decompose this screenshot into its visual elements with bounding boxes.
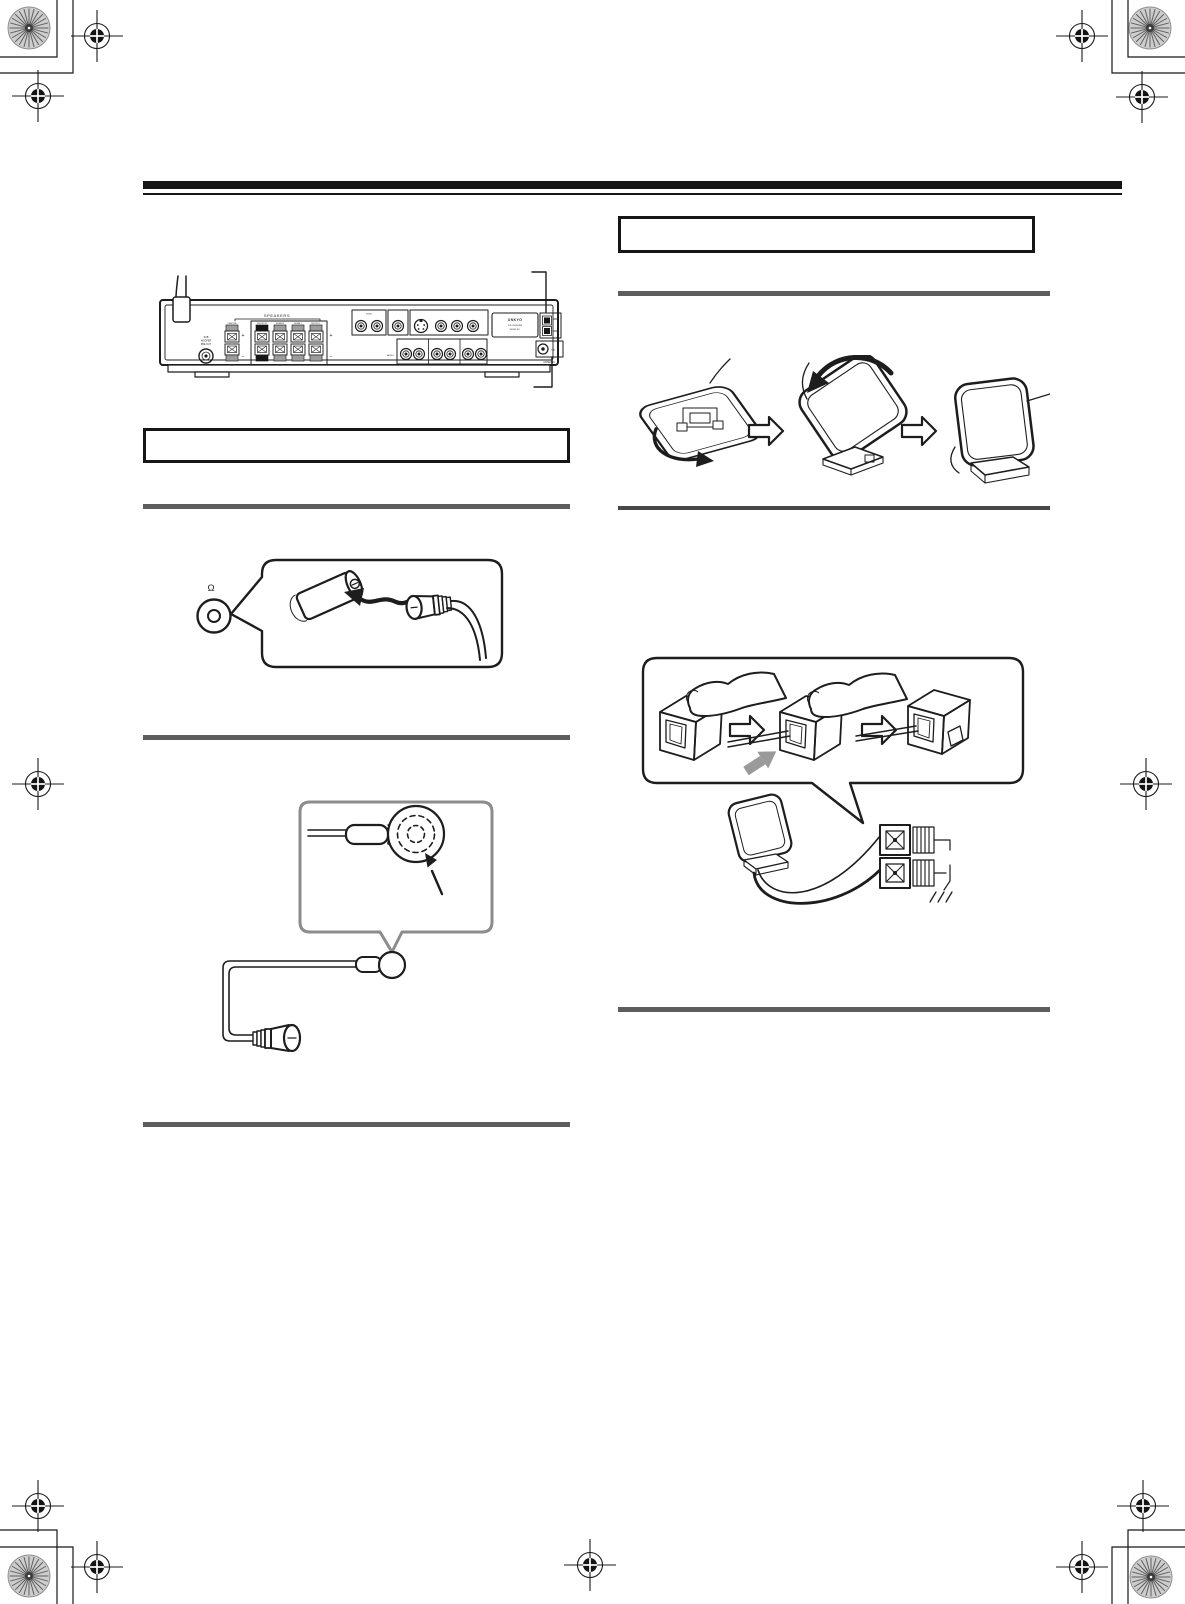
fm-wire-antenna-figure [140,790,580,1080]
ground-symbol-icon [930,892,952,902]
section-rule [618,291,1050,296]
header-bar [143,181,1122,189]
power-cord [173,276,190,322]
left-heading-box [143,428,570,463]
right-heading-box [618,216,1035,253]
svg-text:SURR R: SURR R [275,323,285,325]
fm-jack-figure [140,530,580,690]
svg-text:MODEL NO.: MODEL NO. [509,329,521,331]
am-push-terminals [880,825,952,902]
svg-text:−: − [329,354,333,360]
header-thin-rule [143,193,1122,195]
step-arrow-icon [902,417,936,445]
coax-plug [405,592,452,620]
step-arrow-icon [730,716,764,744]
antenna-wire [754,870,880,903]
svg-text:ANTENNA: ANTENNA [543,361,555,364]
svg-text:+: + [241,333,245,339]
section-rule [143,1122,570,1127]
svg-text:AUDIO: AUDIO [387,355,394,357]
assembly-step-2 [794,355,912,475]
section-rule [618,506,1050,510]
receiver-chassis [160,300,558,377]
am-loop-antenna [727,792,794,875]
svg-text:PRE OUT: PRE OUT [200,343,212,346]
assembly-step-3 [951,377,1050,483]
terminal-step-1 [660,672,786,760]
coax-plug [253,1025,300,1051]
assembly-step-1 [635,359,765,467]
svg-text:+: + [329,333,333,339]
svg-text:75Ω: 75Ω [551,349,556,352]
svg-text:FRONT R: FRONT R [257,323,267,325]
section-rule [618,1007,1050,1012]
am-antenna-assembly-figure [618,355,1050,500]
push-arrow-icon [741,743,782,779]
svg-text:SPEAKERS: SPEAKERS [263,313,291,318]
insert-arrow [344,588,410,606]
svg-text:ONKYO: ONKYO [507,318,523,322]
fm-coax-jack [198,600,231,633]
ohm-symbol: Ω [207,583,215,594]
svg-text:DVD RECEIVER: DVD RECEIVER [507,325,523,327]
wire-antenna [223,952,405,1051]
svg-text:SURR L: SURR L [293,323,303,325]
section-rule [143,735,570,740]
am-terminal-connection-figure [618,640,1050,920]
svg-text:−: − [241,354,245,360]
svg-text:FRONT L: FRONT L [311,323,321,325]
svg-text:CENTER: CENTER [227,323,237,325]
section-rule [143,504,570,509]
svg-text:WOOFER: WOOFER [200,340,212,343]
svg-text:VIDEO: VIDEO [365,313,373,316]
rear-panel-figure [140,268,580,400]
svg-text:SUB: SUB [203,337,209,339]
